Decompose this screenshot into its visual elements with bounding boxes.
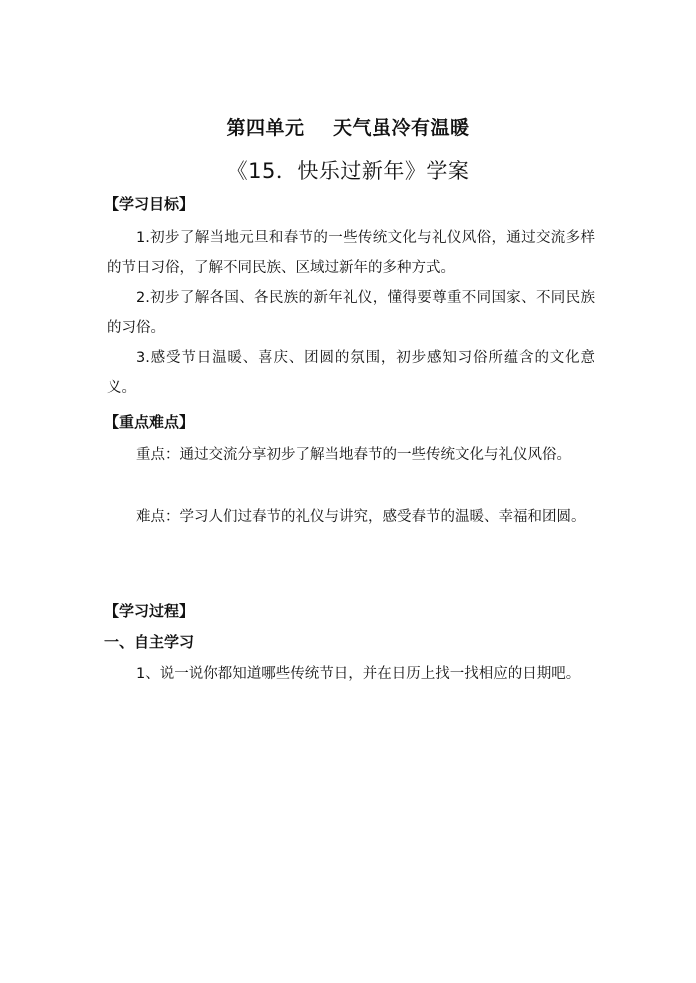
important-point: 重点：通过交流分享初步了解当地春节的一些传统文化与礼仪风俗。 xyxy=(136,447,571,463)
lesson-title: 《15．快乐过新年》学案 xyxy=(226,159,470,183)
goal-item-2: 2.初步了解各国、各民族的新年礼仪，懂得要尊重不同国家、不同民族的习俗。 xyxy=(107,290,595,336)
goals-heading: 【学习目标】 xyxy=(104,195,195,213)
goal-item-3: 3.感受节日温暖、喜庆、团圆的氛围，初步感知习俗所蕴含的文化意义。 xyxy=(107,350,595,396)
key-points-heading: 【重点难点】 xyxy=(104,413,195,431)
process-item-1: 1、说一说你都知道哪些传统节日，并在日历上找一找相应的日期吧。 xyxy=(136,666,581,682)
unit-title: 第四单元 天气虽冷有温暖 xyxy=(226,117,470,139)
self-study-subheading: 一、自主学习 xyxy=(104,633,195,651)
process-heading: 【学习过程】 xyxy=(104,602,195,620)
difficult-point: 难点：学习人们过春节的礼仪与讲究，感受春节的温暖、幸福和团圆。 xyxy=(136,509,586,525)
goal-item-1: 1.初步了解当地元旦和春节的一些传统文化与礼仪风俗，通过交流多样的节日习俗，了解不同民族、区域过新年的多种方式。 xyxy=(107,230,595,276)
